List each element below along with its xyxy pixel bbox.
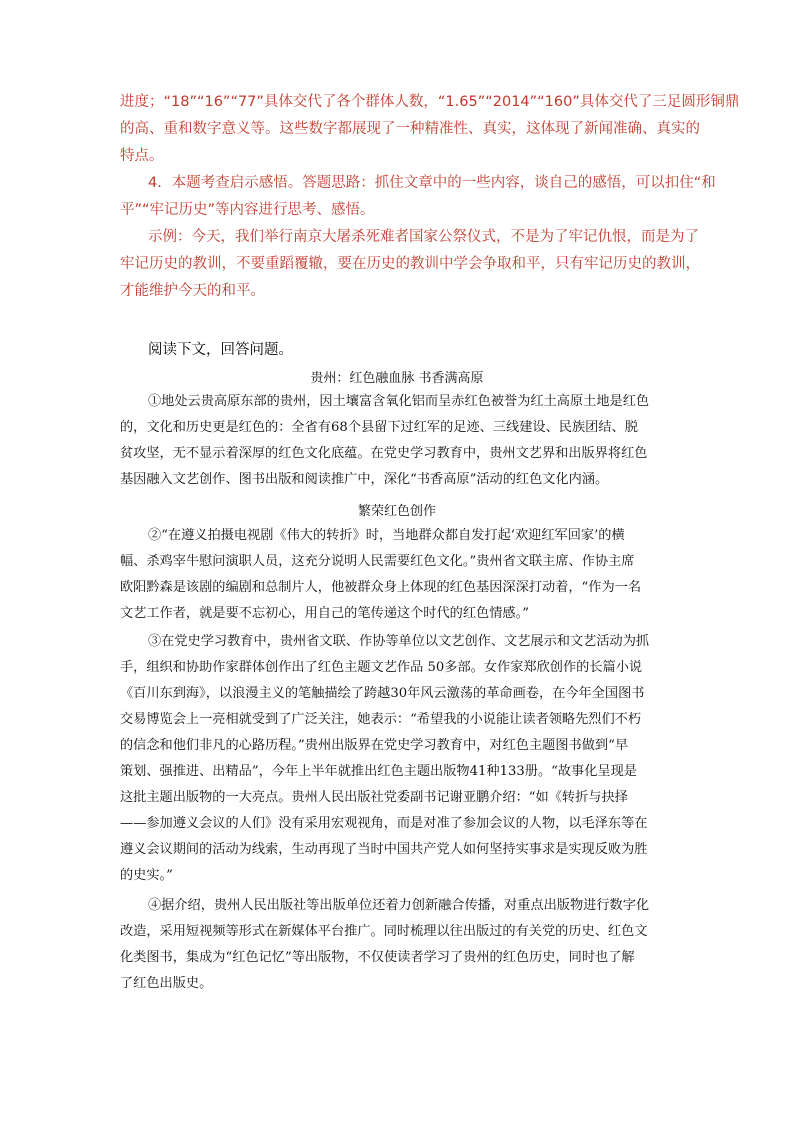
- text-line: 幅、杀鸡宰牛慰问演职人员，这充分说明人民需要红色文化。”贵州省文联主席、作协主席: [120, 554, 635, 569]
- text-line: ——参加遵义会议的人们》没有采用宏观视角，而是对准了参加会议的人物，以毛泽东等在: [120, 816, 648, 831]
- text-line: 的高、重和数字意义等。这些数字都展现了一种精准性、真实，这体现了新闻准确、真实的: [120, 121, 700, 137]
- text-line: 示例：今天，我们举行南京大屠杀死难者国家公祭仪式，不是为了牢记仇恨，而是为了: [148, 229, 699, 245]
- article-paragraph-2: [120, 523, 641, 627]
- article-paragraph-3: [120, 629, 649, 889]
- answer-paragraph-1: [120, 89, 739, 170]
- text-line: 化类图书，集成为“红色记忆”等出版物，不仅使读者学习了贵州的红色历史，同时也了解: [120, 950, 635, 965]
- text-line: 了红色出版史。: [120, 976, 213, 991]
- text-line: 特点。: [120, 148, 164, 164]
- text-line: 牢记历史的教训，不要重蹈覆辙，要在历史的教训中学会争取和平，只有牢记历史的教训，: [120, 256, 700, 272]
- text-line: 的信念和他们非凡的心路历程。”贵州出版界在党史学习教育中，对红色主题图书做到“早: [120, 738, 629, 753]
- text-line: 欧阳黔森是该剧的编剧和总制片人，他被群众身上体现的红色基因深深打动着，“作为一名: [120, 580, 642, 595]
- text-line: 这批主题出版物的一大亮点。贵州人民出版社党委副书记谢亚鹏介绍：“如《转折与抉择: [120, 790, 628, 805]
- section-subtitle: 繁荣红色创作: [357, 504, 436, 519]
- text-line: 手，组织和协助作家群体创作出了红色主题文艺作品 50多部。女作家郑欣创作的长篇小说: [120, 660, 643, 675]
- answer-paragraph-3: [120, 224, 700, 305]
- text-line: ①地处云贵高原东部的贵州，因土壤富含氧化铝而呈赤红色被誉为红土高原土地是红色: [148, 394, 650, 409]
- text-line: 改造，采用短视频等形式在新媒体平台推广。同时梳理以往出版过的有关党的历史、红色文: [120, 924, 648, 939]
- answer-paragraph-2: [120, 170, 716, 224]
- text-line: 策划、强推进、出精品”，今年上半年就推出红色主题出版物41种133册。“故事化呈现是: [120, 764, 637, 779]
- text-line: 基因融入文艺创作、图书出版和阅读推广中，深化“书香高原”活动的红色文化内涵。: [120, 472, 609, 487]
- text-line: 文艺工作者，就是要不忘初心，用自己的笔传递这个时代的红色情感。”: [120, 606, 529, 621]
- text-line: 的，文化和历史更是红色的：全省有68个县留下过红军的足迹、三线建设、民族团结、脱: [120, 420, 638, 435]
- article-paragraph-4: [120, 893, 649, 997]
- text-line: 进度；“18”“16”“77”具体交代了各个群体人数，“1.65”“2014”“160”具体交代了三足圆形铜鼎: [120, 94, 740, 110]
- text-line: 才能维护今天的和平。: [120, 283, 265, 299]
- text-line: 的史实。”: [120, 868, 173, 883]
- article-paragraph-1: [120, 389, 649, 493]
- text-line: 贫攻坚，无不显示着深厚的红色文化底蕴。在党史学习教育中，贵州文艺界和出版界将红色: [120, 446, 648, 461]
- text-line: 《百川东到海》，以浪漫主义的笔触描绘了跨越30年风云激荡的革命画卷，在今年全国图书: [120, 686, 645, 701]
- text-line: ④据介绍，贵州人民出版社等出版单位还着力创新融合传播，对重点出版物进行数字化: [148, 898, 650, 913]
- text-line: ②“在遵义拍摄电视剧《伟大的转折》时，当地群众都自发打起‘欢迎红军回家’的横: [148, 528, 625, 543]
- text-line: 遵义会议期间的活动为线索，生动再现了当时中国共产党人如何坚持实事求是实现反败为胜: [120, 842, 648, 857]
- reading-intro: 阅读下文，回答问题。: [148, 342, 293, 358]
- text-line: 交易博览会上一亮相就受到了广泛关注，她表示：“希望我的小说能让读者领略先烈们不朽: [120, 712, 642, 727]
- article-title: 贵州：红色融血脉 书香满高原: [310, 371, 484, 386]
- text-line: 4．本题考查启示感悟。答题思路：抓住文章中的一些内容，谈自己的感悟，可以扣住“和: [148, 175, 716, 191]
- text-line: 平”“牢记历史”等内容进行思考、感悟。: [120, 202, 375, 218]
- text-line: ③在党史学习教育中，贵州省文联、作协等单位以文艺创作、文艺展示和文艺活动为抓: [148, 634, 650, 649]
